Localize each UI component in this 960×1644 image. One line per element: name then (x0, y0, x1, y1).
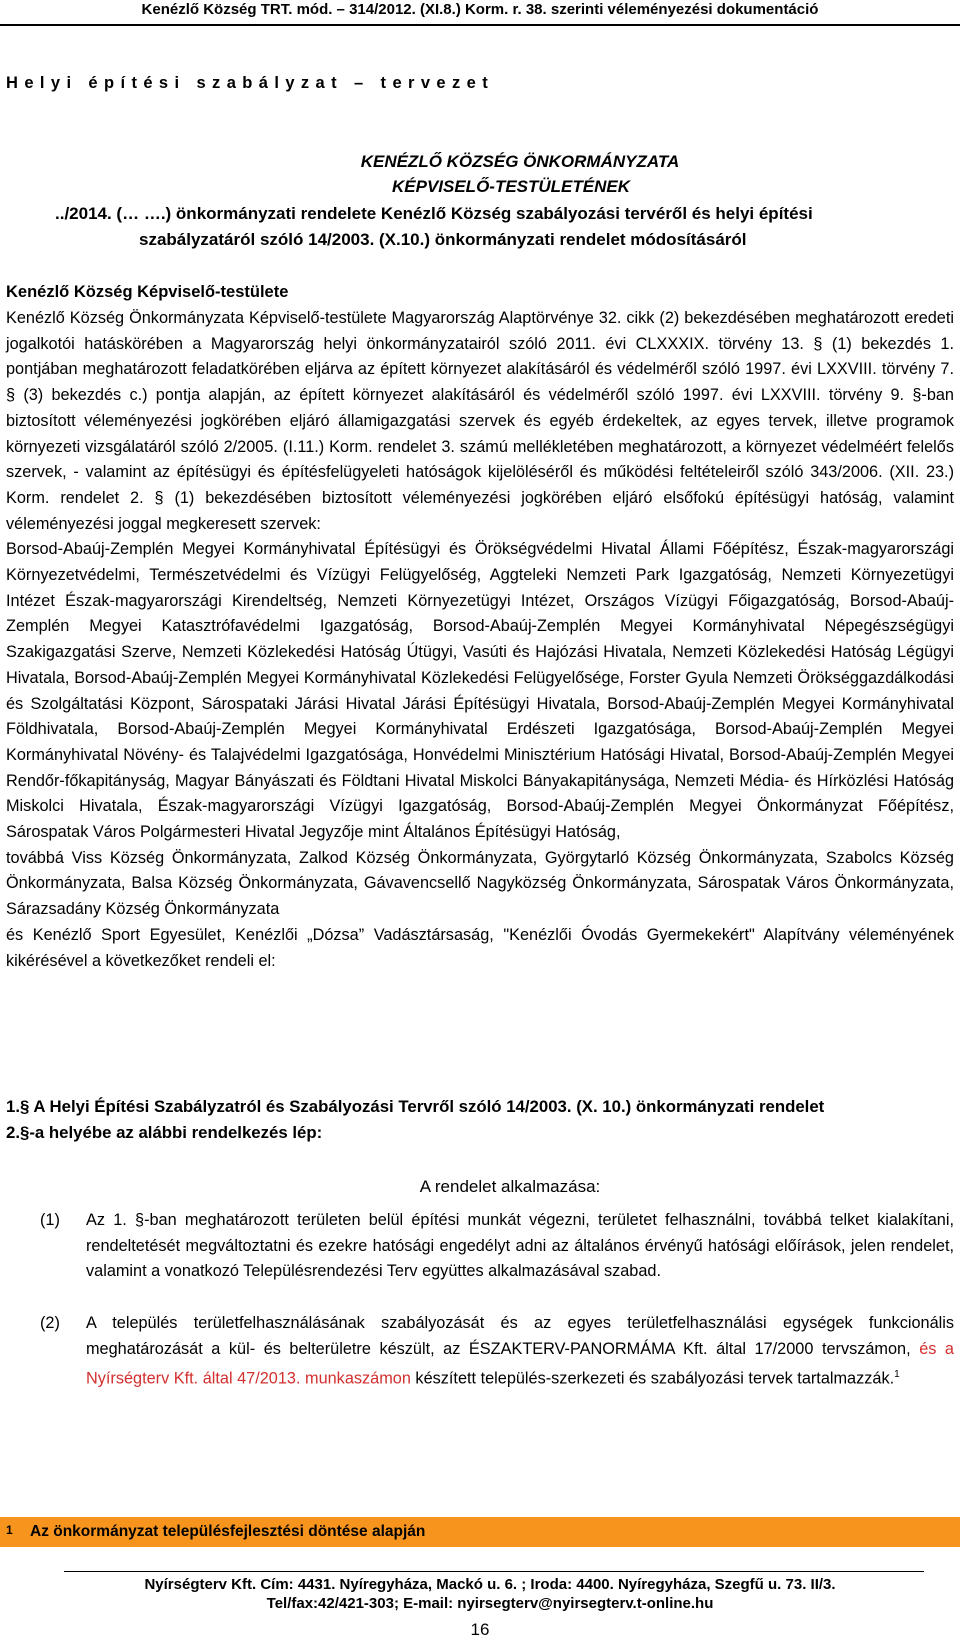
decree-title-line-1: ../2014. (… ….) önkormányzati rendelete Kenézlő Község szabályozási tervéről és helyi építési (55, 204, 813, 223)
paragraph-text (86, 1311, 954, 1393)
decree-title (55, 201, 955, 253)
preamble-paragraph: Borsod-Abaúj-Zemplén Megyei Kormányhivatal Építésügyi és Örökségvédelmi Hivatal Állami Főépítész, Észak-magyarországi Környezetvédelmi, Természetvédelmi és Vízügyi Felügyelőség, Aggteleki Nemzeti Park Igazgatóság, Nemzeti Környezetügyi Intézet Észak-magyarországi Kirendeltség, Nemzeti Környezetügyi Intézet, Országos Vízügyi Főigazgatóság, Borsod-Abaúj-Zemplén Megyei Katasztrófavédelmi Igazgatóság, Borsod-Abaúj-Zemplén Megyei Kormányhivatal Népegészségügyi Szakigazgatási Szerve, Nemzeti Közlekedési Hatóság Útügyi, Vasúti és Hajózási Hivatala, Nemzeti Közlekedési Hatóság Légügyi Hivatala, Borsod-Abaúj-Zemplén Megyei Kormányhivatal Közlekedési Felügyelősége, Forster Gyula Nemzeti Örökséggazdálkodási és Szolgáltatási Központ, Sárospataki Járási Hivatal Járási Építésügyi Hivatala, Borsod-Abaúj-Zemplén Megyei Kormányhivatal Földhivatala, Borsod-Abaúj-Zemplén Megyei Kormányhivatal Erdészeti Igazgatósága, Borsod-Abaúj-Zemplén Megyei Kormányhivatal Növény- és Talajvédelmi Igazgatósága, Honvédelmi Minisztérium Hatósági Hivatal, Borsod-Abaúj-Zemplén Megyei Rendőr-főkapitányság, Magyar Bányászati és Földtani Hivatal Miskolci Bányakapitánysága, Nemzeti Média- és Hírközlési Hatóság Miskolci Hivatala, Észak-magyarországi Vízügyi Igazgatóság, Borsod-Abaúj-Zemplén Megyei Önkormányzat Főépítész, Sárospatak Város Polgármesteri Hivatal Jegyzője mint Általános Építésügyi Hatóság, (6, 540, 954, 842)
amendment-clause (6, 1094, 954, 1146)
page-number: 16 (470, 1620, 490, 1639)
section-title: A rendelet alkalmazása: (419, 1177, 601, 1196)
header-divider (0, 24, 960, 26)
running-header: Kenézlő Község TRT. mód. – 314/2012. (XI.8.) Korm. r. 38. szerinti véleményezési dokumentáció (141, 1, 819, 18)
decree-title-line-2: szabályzatáról szóló 14/2003. (X.10.) önkormányzati rendelet módosításáról (139, 230, 747, 249)
footnote-text: Az önkormányzat településfejlesztési döntése alapján (30, 1523, 426, 1540)
paragraph-text: Az 1. §-ban meghatározott területen belül építési munkát végezni, területet felhasználni, továbbá telket kialakítani, rendeltetését megváltoztatni és ezekre hatósági engedélyt adni az általános érvényű hatósági előírások, jelen rendelet, valamint a vonatkozó Településrendezési Terv együttes alkalmazásával szabad. (86, 1211, 954, 1281)
preamble-paragraph: továbbá Viss Község Önkormányzata, Zalkod Község Önkormányzata, Györgytarló Község Önkormányzata, Szabolcs Község Önkormányzata, Balsa Község Önkormányzata, Gávavencsellő Nagyközség Önkormányzata, Sárospatak Város Önkormányzata, Sárazsadány Község Önkormányzata (6, 848, 954, 919)
amendment-line-1: 1.§ A Helyi Építési Szabályzatról és Szabályozási Tervről szóló 14/2003. (X. 10.) önkormányzati rendelet (6, 1097, 825, 1116)
paragraph-2 (40, 1311, 954, 1393)
preamble-paragraph: Kenézlő Község Önkormányzata Képviselő-testülete Magyarország Alaptörvénye 32. cikk (2) bekezdésében meghatározott eredeti jogalkotói hatáskörében a Magyarország helyi önkormányzatairól szóló 2011. évi CLXXXIX. törvény 13. § (1) bekezdés 1. pontjában meghatározott feladatkörében eljárva az épített környezet alakításáról és védelméről szóló 1997. évi LXXVIII. törvény 7. § (3) bekezdés c.) pontja alapján, az épített környezet alakításáról és védelméről szóló 1997. évi LXXVIII. törvény 9. §-ban biztosított véleményezési jogkörében eljáró államigazgatási szervek és egyéb érdekeltek, az egyes tervek, illetve programok környezeti vizsgálatáról szóló 2/2005. (I.11.) Korm. rendelet 3. számú mellékletében meghatározott, a környezet védelméért felelős szervek, - valamint az építésügyi és építésfelügyeleti hatóságok kijelöléséről és működési feltételeiről szóló 343/2006. (XII. 23.) Korm. rendelet 2. § (1) bekezdésében biztosított véleményezési jogkörében eljáró elsőfokú építésügyi hatóság, valamint véleményezési joggal megkeresett szervek: (6, 309, 954, 533)
paragraph-text-part: A település területfelhasználásának szabályozását és az egyes területfelhasználási egységek funkcionális meghatározását a kül- és belterületre készült, az ÉSZAKTERV-PANORMÁMA Kft. által 17/2000 tervszámon, (86, 1314, 954, 1358)
authority-line-2: KÉPVISELŐ-TESTÜLETÉNEK (391, 177, 631, 196)
footnote-reference[interactable]: 1 (894, 1369, 900, 1381)
paragraph-1 (40, 1208, 954, 1285)
footnote (0, 1517, 960, 1547)
footer-address: Nyírségterv Kft. Cím: 4431. Nyíregyháza, Mackó u. 6. ; Iroda: 4400. Nyíregyháza, Szegfű u. 73. II/3. (144, 1576, 836, 1593)
footer-divider (64, 1571, 924, 1572)
footnote-number: 1 (6, 1523, 13, 1537)
authority-line-1: KENÉZLŐ KÖZSÉG ÖNKORMÁNYZATA (360, 152, 680, 171)
footer-contact: Tel/fax:42/421-303; E-mail: nyirsegterv@nyirsegterv.t-online.hu (266, 1595, 714, 1612)
amendment-line-2: 2.§-a helyébe az alábbi rendelkezés lép: (6, 1123, 323, 1142)
paragraph-number: (1) (40, 1211, 60, 1229)
paragraph-text-part: készített település-szerkezeti és szabályozási tervek tartalmazzák. (415, 1369, 895, 1388)
paragraph-number: (2) (40, 1314, 60, 1332)
preamble (6, 306, 954, 974)
council-heading: Kenézlő Község Képviselő-testülete (6, 283, 289, 301)
preamble-paragraph: és Kenézlő Sport Egyesület, Kenézlői „Dózsa” Vadásztársaság, "Kenézlői Óvodás Gyermekekért" Alapítvány véleményének kikérésével a következőket rendeli el: (6, 925, 954, 970)
amended-text: és a Nyírségterv Kft. által 47/2013. munkaszámon (86, 1339, 954, 1388)
document-kind-heading: Helyi építési szabályzat – tervezet (6, 74, 495, 92)
